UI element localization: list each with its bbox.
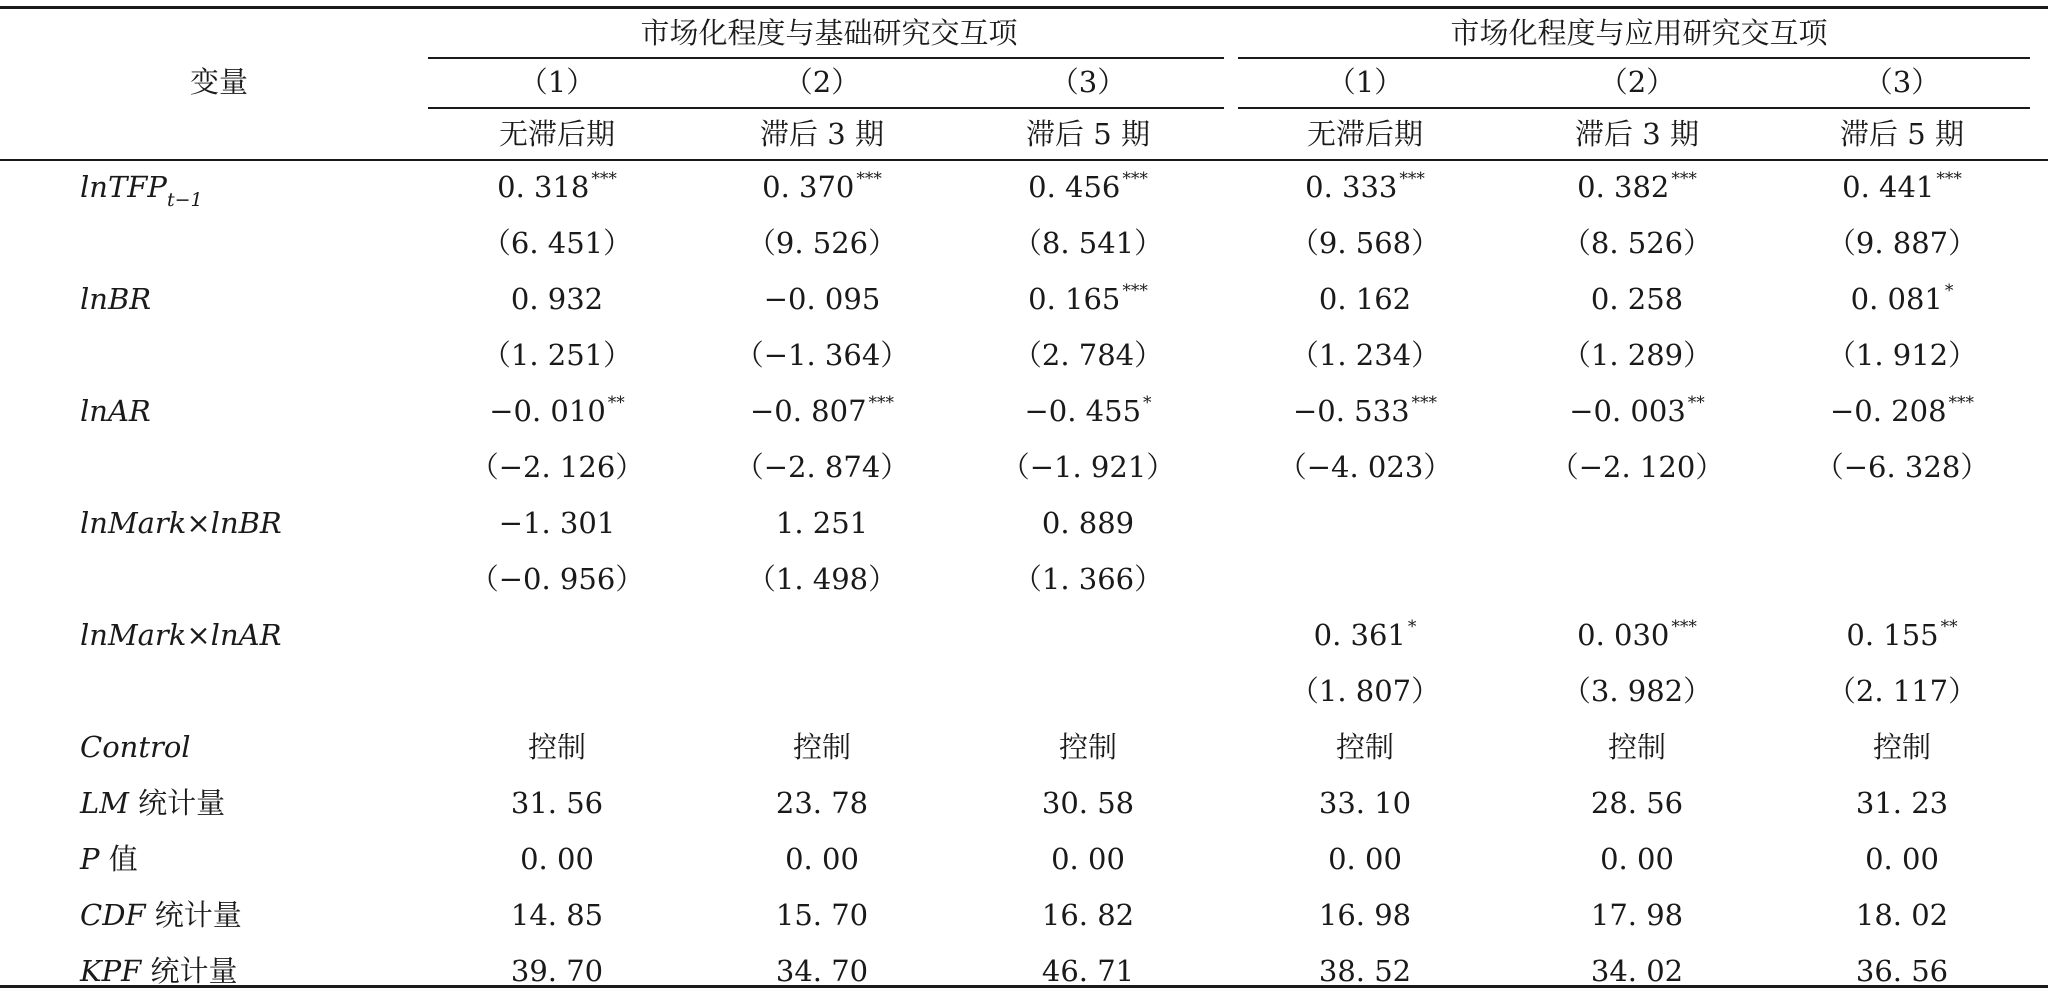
stat-label-italic: P [80, 842, 100, 876]
stat-label-text: 值 [99, 842, 138, 876]
coefficient-value: 0. 318 [497, 170, 590, 204]
t-statistic: （−4. 023） [1277, 450, 1453, 484]
variable-name: lnBR [80, 282, 152, 316]
coefficient-value: 0. 889 [1041, 506, 1135, 540]
variable-name: lnAR [80, 394, 151, 428]
coefficient-value: 0. 361 [1313, 618, 1406, 652]
t-statistic: （−1. 921） [1000, 450, 1176, 484]
stat-value: 38. 52 [1318, 954, 1412, 988]
variable-header: 变量 [189, 65, 249, 99]
stat-value: 31. 56 [510, 786, 604, 820]
col-lag-label: 滞后 5 期 [1026, 117, 1150, 151]
coefficient-cell [1319, 282, 1411, 316]
row-variable-label [80, 282, 151, 316]
t-statistic: （9. 568） [1289, 226, 1441, 260]
t-statistic: （1. 251） [481, 338, 633, 372]
significance-stars: ** [1940, 617, 1958, 637]
stat-label-italic: KPF [80, 954, 142, 988]
t-statistic: （−2. 874） [734, 450, 910, 484]
stat-value: 0. 00 [520, 842, 594, 876]
coefficient-value: −0. 455 [1024, 394, 1142, 428]
coefficient-value: 0. 932 [510, 282, 604, 316]
col-number: （1） [518, 65, 596, 99]
coefficient-cell [1028, 170, 1148, 209]
variable-name: lnTFP [80, 170, 167, 204]
stat-value: 0. 00 [1865, 842, 1939, 876]
group-header-applied: 市场化程度与应用研究交互项 [1450, 16, 1828, 50]
row-variable-label [80, 618, 281, 652]
coefficient-cell [1305, 170, 1425, 209]
stat-label-italic: CDF [80, 898, 146, 932]
t-statistic: （2. 117） [1826, 674, 1978, 708]
stat-value: 18. 02 [1855, 898, 1949, 932]
colnum-rule-basic [428, 107, 1224, 109]
stat-label-italic: Control [80, 730, 191, 764]
coefficient-cell [1569, 394, 1705, 433]
significance-stars: *** [1411, 393, 1438, 413]
col-number: （3） [1863, 65, 1941, 99]
t-statistic: （−1. 364） [734, 338, 910, 372]
coefficient-cell [1577, 170, 1697, 209]
col-lag-label: 滞后 3 期 [1575, 117, 1699, 151]
coefficient-cell [762, 170, 882, 209]
stat-value: 39. 70 [510, 954, 604, 988]
stat-value: 16. 98 [1318, 898, 1412, 932]
coefficient-value: −0. 533 [1292, 394, 1410, 428]
t-statistic: （1. 289） [1561, 338, 1713, 372]
group-header-basic: 市场化程度与基础研究交互项 [640, 16, 1018, 50]
stat-value: 31. 23 [1855, 786, 1949, 820]
t-statistic: （−2. 126） [469, 450, 645, 484]
coefficient-value: 0. 081 [1850, 282, 1943, 316]
significance-stars: *** [1399, 169, 1425, 189]
t-statistic: （−2. 120） [1549, 450, 1725, 484]
stat-row-label [80, 898, 242, 932]
coefficient-cell [1851, 282, 1954, 321]
t-statistic: （9. 887） [1826, 226, 1978, 260]
significance-stars: *** [1936, 169, 1962, 189]
coefficient-value: 0. 162 [1318, 282, 1412, 316]
stat-value: 0. 00 [1328, 842, 1402, 876]
coefficient-value: 0. 258 [1590, 282, 1684, 316]
stat-value: 0. 00 [1051, 842, 1125, 876]
coefficient-value: −0. 208 [1829, 394, 1947, 428]
significance-stars: * [1944, 281, 1954, 301]
t-statistic: （1. 366） [1012, 562, 1164, 596]
row-variable-label [80, 170, 203, 211]
stat-value: 0. 00 [785, 842, 859, 876]
coefficient-value: 0. 155 [1846, 618, 1939, 652]
coefficient-cell [1842, 170, 1962, 209]
t-statistic: （3. 982） [1561, 674, 1713, 708]
stat-value: 控制 [1058, 730, 1118, 764]
t-statistic: （1. 234） [1289, 338, 1441, 372]
significance-stars: *** [1671, 169, 1697, 189]
t-statistic: （8. 541） [1012, 226, 1164, 260]
stat-value: 控制 [1335, 730, 1395, 764]
stat-value: 30. 58 [1041, 786, 1135, 820]
col-number: （1） [1326, 65, 1404, 99]
coefficient-value: −0. 003 [1569, 394, 1686, 428]
stat-value: 46. 71 [1041, 954, 1135, 988]
stat-value: 33. 10 [1318, 786, 1412, 820]
coefficient-cell [489, 394, 625, 433]
row-variable-label [80, 506, 282, 540]
stat-value: 28. 56 [1590, 786, 1684, 820]
stat-value: 34. 70 [775, 954, 869, 988]
coefficient-value: −1. 301 [498, 506, 616, 540]
t-statistic: （−0. 956） [469, 562, 645, 596]
t-statistic: （9. 526） [746, 226, 898, 260]
t-statistic: （1. 498） [746, 562, 898, 596]
stat-row-label [80, 730, 191, 764]
coefficient-cell [764, 282, 881, 316]
top-rule [0, 6, 2048, 9]
stat-row-label [80, 786, 225, 820]
stat-value: 控制 [1872, 730, 1932, 764]
group-rule-applied [1238, 57, 2030, 59]
significance-stars: *** [1948, 393, 1975, 413]
col-lag-label: 无滞后期 [498, 117, 616, 151]
stat-row-label [80, 954, 238, 988]
col-number: （2） [1598, 65, 1676, 99]
coefficient-cell [1591, 282, 1683, 316]
stat-value: 34. 02 [1590, 954, 1684, 988]
coefficient-cell [499, 506, 616, 540]
coefficient-value: 0. 165 [1028, 282, 1121, 316]
col-lag-label: 滞后 5 期 [1840, 117, 1964, 151]
coefficient-cell [1846, 618, 1957, 657]
significance-stars: *** [868, 393, 895, 413]
coefficient-cell [511, 282, 603, 316]
stat-value: 控制 [527, 730, 587, 764]
coefficient-value: 0. 030 [1577, 618, 1670, 652]
stat-value: 控制 [1607, 730, 1667, 764]
bottom-rule [0, 985, 2048, 988]
significance-stars: *** [856, 169, 882, 189]
coefficient-value: 0. 441 [1842, 170, 1935, 204]
t-statistic: （2. 784） [1012, 338, 1164, 372]
colnum-rule-applied [1238, 107, 2030, 109]
coefficient-value: 0. 370 [762, 170, 855, 204]
coefficient-value: 0. 456 [1028, 170, 1121, 204]
variable-name: lnMark×lnAR [80, 618, 282, 652]
coefficient-value: 0. 382 [1577, 170, 1670, 204]
stat-value: 0. 00 [1600, 842, 1674, 876]
t-statistic: （8. 526） [1561, 226, 1713, 260]
coefficient-cell [776, 506, 868, 540]
coefficient-cell [1293, 394, 1437, 433]
row-variable-label [80, 394, 151, 428]
coefficient-cell [497, 170, 617, 209]
coefficient-value: −0. 010 [489, 394, 606, 428]
coefficient-cell [1830, 394, 1974, 433]
stat-label-italic: LM [80, 786, 129, 820]
stat-label-text: 统计量 [128, 786, 226, 820]
t-statistic: （6. 451） [481, 226, 633, 260]
stat-value: 14. 85 [510, 898, 604, 932]
coefficient-value: 1. 251 [775, 506, 869, 540]
stat-label-text: 统计量 [145, 898, 242, 932]
significance-stars: *** [591, 169, 617, 189]
coefficient-value: 0. 333 [1305, 170, 1398, 204]
significance-stars: ** [607, 393, 625, 413]
stat-value: 23. 78 [775, 786, 869, 820]
variable-name: lnMark×lnBR [80, 506, 282, 540]
coefficient-cell [1314, 618, 1417, 657]
coefficient-cell [1577, 618, 1697, 657]
stat-label-text: 统计量 [141, 954, 238, 988]
significance-stars: * [1143, 393, 1152, 413]
variable-subscript: t−1 [166, 189, 203, 211]
t-statistic: （−6. 328） [1814, 450, 1990, 484]
coefficient-cell [750, 394, 894, 433]
significance-stars: *** [1122, 281, 1148, 301]
header-bottom-rule [0, 159, 2048, 161]
stat-value: 控制 [792, 730, 852, 764]
significance-stars: *** [1671, 617, 1697, 637]
stat-value: 36. 56 [1855, 954, 1949, 988]
coefficient-value: −0. 807 [749, 394, 867, 428]
col-number: （3） [1049, 65, 1127, 99]
col-lag-label: 无滞后期 [1306, 117, 1424, 151]
col-lag-label: 滞后 3 期 [760, 117, 884, 151]
coefficient-cell [1042, 506, 1134, 540]
t-statistic: （1. 807） [1289, 674, 1441, 708]
stat-value: 16. 82 [1041, 898, 1135, 932]
group-rule-basic [428, 57, 1224, 59]
coefficient-cell [1024, 394, 1151, 433]
significance-stars: *** [1122, 169, 1148, 189]
significance-stars: * [1407, 617, 1417, 637]
significance-stars: ** [1687, 393, 1705, 413]
coefficient-value: −0. 095 [763, 282, 881, 316]
col-number: （2） [783, 65, 861, 99]
stat-value: 15. 70 [775, 898, 869, 932]
stat-value: 17. 98 [1590, 898, 1684, 932]
coefficient-cell [1028, 282, 1148, 321]
t-statistic: （1. 912） [1826, 338, 1978, 372]
stat-row-label [80, 842, 138, 876]
